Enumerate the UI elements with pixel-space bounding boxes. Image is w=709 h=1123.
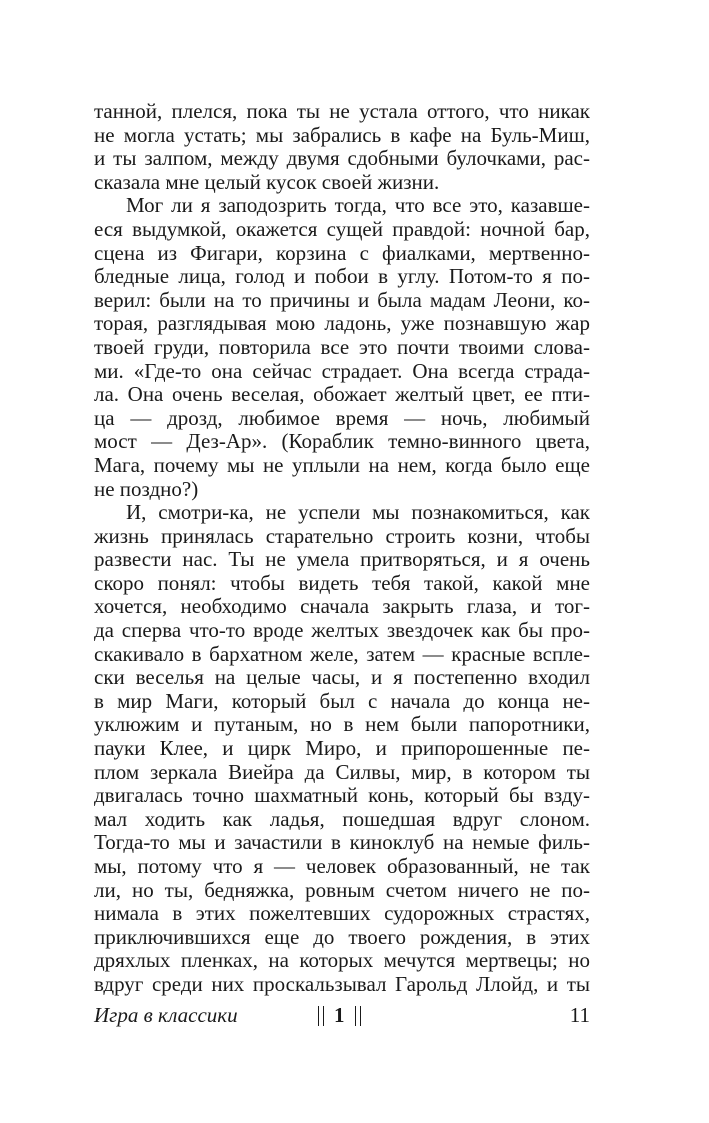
text-line: сцена из Фигари, корзина с фиалками, мертвенно- [94,240,590,265]
text-line: ла. Она очень веселая, обожает желтый цвет, ее пти- [94,382,590,407]
text-line: приключившихся еще до твоего рождения, в этих [94,924,590,949]
text-line: Мог ли я заподозрить тогда, что все это, казавше- [126,193,590,218]
text-line: скоро понял: чтобы видеть тебя такой, какой мне [94,570,590,595]
text-line: верил: были на то причины и была мадам Леони, ко- [94,287,590,312]
text-line: вдруг среди них проскальзывал Гарольд Ллойд, и ты [94,971,590,996]
text-line: плом зеркала Виейра да Силвы, мир, в котором ты [94,759,590,784]
chapter-bar-right [355,1006,361,1026]
text-line: скакивало в бархатном желе, затем — красные всплe- [94,641,590,666]
text-line: ли, но ты, бедняжка, ровным счетом ничего не по- [94,877,590,902]
text-line: двигалась точно шахматный конь, который бы взду- [94,783,590,808]
text-line: Тогда-то мы и зачастили в киноклуб на немые филь- [94,830,590,855]
text-line: твоей груди, повторила все это почти твоими слова- [94,334,590,359]
text-line: пауки Клее, и цирк Миро, и припорошенные пе- [94,736,590,761]
text-line: мал ходить как ладья, пошедшая вдруг слоном. [94,806,590,831]
text-line: уклюжим и путаным, но в нем были папоротники, [94,712,590,737]
text-line: И, смотри-ка, не успели мы познакомиться, как [126,500,590,525]
text-line: еся выдумкой, окажется сущей правдой: ночной бар, [94,216,590,241]
text-line: мы, потому что я — человек образованный, не так [94,854,590,878]
page-number: 11 [569,1003,590,1027]
text-line: Мага, почему мы не уплыли на нем, когда было еще [94,452,590,477]
text-line: в мир Маги, который был с начала до конца не- [94,688,590,713]
text-line: танной, плелся, пока ты не устала оттого, что никак [94,99,590,123]
text-line: ца — дрозд, любимое время — ночь, любимый [94,405,590,430]
text-line: да сперва что-то вроде желтых звездочек как бы про- [94,618,590,643]
body-text [94,100,590,997]
text-line: торая, разглядывая мою ладонь, уже познавшую жар [94,311,590,336]
text-line: дряхлых пленках, на которых мечутся мертвецы; но [94,948,590,973]
text-line: и ты залпом, между двумя сдобными булочками, рас- [94,146,590,171]
text-line: ски веселья на целые часы, и я постепенно входил [94,665,590,690]
text-line: развести нас. Ты не умела притворяться, и я очень [94,547,590,572]
chapter-marker [318,1003,361,1028]
text-line: сказала мне целый кусок своей жизни. [94,169,440,194]
text-line: жизнь принялась старательно строить козни, чтобы [94,523,590,548]
text-line: не могла устать; мы забрались в кафе на Буль-Миш, [94,122,590,147]
text-line: бледные лица, голод и побои в углу. Потом-то я по- [94,264,590,289]
page-footer [94,1003,590,1031]
text-line: мост — Дез-Ар». (Кораблик темно-винного цвета, [94,429,590,454]
text-line: хочется, необходимо сначала закрыть глаза, и тог- [94,594,590,619]
text-line: не поздно?) [94,476,199,501]
chapter-number: 1 [334,1003,345,1027]
text-line: нимала в этих пожелтевших судорожных страстях, [94,901,590,926]
text-line: ми. «Где-то она сейчас страдает. Она всегда страда- [94,358,590,383]
chapter-bar-left [318,1006,324,1026]
running-title: Игра в классики [94,1003,238,1027]
